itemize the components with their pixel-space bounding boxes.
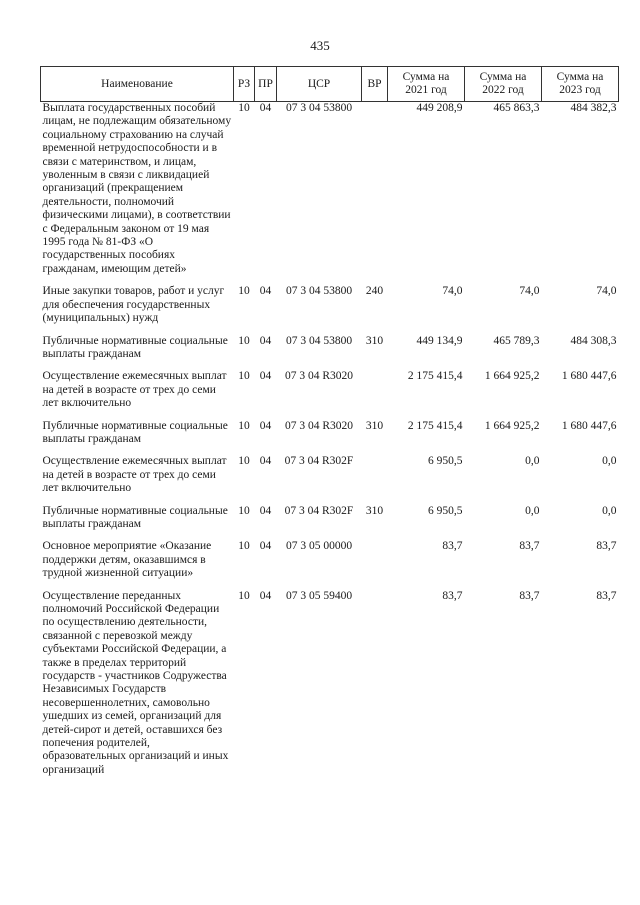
- cell-pr: 04: [259, 589, 272, 602]
- table-row: [41, 285, 619, 334]
- cell-name: Осуществление ежемесячных выплат на детей в возрасте от трех до семи лет включительно: [42, 370, 227, 410]
- cell-csr: 07 3 04 53800: [285, 102, 353, 114]
- cell-name: Публичные нормативные социальные выплаты гражданам: [42, 334, 228, 360]
- cell-vr: 310: [365, 419, 384, 432]
- page-number: 435: [310, 38, 330, 53]
- cell-vr: 310: [365, 334, 384, 347]
- table-row: [41, 455, 619, 504]
- cell-sum-2022: 1 664 925,2: [484, 419, 540, 432]
- cell-csr: 07 3 05 00000: [285, 540, 353, 553]
- cell-pr: 04: [259, 102, 272, 114]
- cell-pr: 04: [259, 285, 272, 298]
- cell-sum-2021: 449 208,9: [416, 102, 463, 114]
- cell-sum-2021: 74,0: [442, 285, 463, 298]
- cell-sum-2023: 1 680 447,6: [561, 370, 617, 383]
- header-csr: ЦСР: [277, 67, 362, 102]
- cell-sum-2023: 83,7: [596, 540, 617, 553]
- cell-name: Иные закупки товаров, работ и услуг для обеспечения государственных (муниципальных) нужд: [42, 285, 225, 325]
- cell-vr: [362, 370, 388, 419]
- cell-name: Публичные нормативные социальные выплаты гражданам: [42, 419, 228, 445]
- cell-vr: [362, 540, 388, 589]
- cell-sum-2023: 74,0: [596, 285, 617, 298]
- cell-sum-2022: 74,0: [519, 285, 540, 298]
- table-row: [41, 540, 619, 589]
- cell-csr: 07 3 04 R302F: [284, 455, 354, 468]
- header-vr: ВР: [362, 67, 388, 102]
- cell-sum-2023: 0,0: [602, 455, 617, 468]
- cell-rz: 10: [238, 419, 250, 432]
- cell-sum-2021: 6 950,5: [428, 455, 463, 468]
- cell-rz: 10: [238, 102, 250, 114]
- cell-sum-2023: 484 382,3: [570, 102, 617, 114]
- cell-rz: 10: [238, 540, 250, 553]
- cell-pr: 04: [259, 334, 272, 347]
- cell-name: Осуществление переданных полномочий Российской Федерации по осуществлению деятельности, связанной с перевозкой между субъектами Российской Федерации, а также в пределах территорий государств - участников Содружества Независимых Государств несовершеннолетних, самовольно ушедших из семей, организаций для детей-сирот и детей, оставшихся без попечения родителей, образовательных организаций и иных организаций: [42, 589, 229, 776]
- cell-sum-2021: 6 950,5: [428, 504, 463, 517]
- table-row: [41, 505, 619, 541]
- header-rz: РЗ: [234, 67, 255, 102]
- cell-csr: 07 3 04 R302F: [284, 504, 354, 517]
- cell-csr: 07 3 04 R3020: [284, 370, 354, 383]
- cell-csr: 07 3 04 53800: [285, 285, 353, 298]
- cell-sum-2021: 83,7: [442, 589, 463, 602]
- cell-sum-2023: 484 308,3: [570, 334, 617, 347]
- cell-sum-2022: 83,7: [519, 589, 540, 602]
- cell-sum-2023: 0,0: [602, 504, 617, 517]
- cell-rz: 10: [238, 370, 250, 383]
- table-row: [41, 335, 619, 371]
- cell-vr: [362, 455, 388, 504]
- table-row: [41, 420, 619, 456]
- cell-sum-2021: 2 175 415,4: [407, 419, 463, 432]
- cell-csr: 07 3 04 R3020: [284, 419, 354, 432]
- cell-pr: 04: [259, 504, 272, 517]
- cell-vr: 310: [365, 504, 384, 517]
- table-header: [41, 67, 619, 102]
- cell-sum-2021: 449 134,9: [416, 334, 463, 347]
- header-name: Наименование: [41, 67, 234, 102]
- cell-pr: 04: [259, 419, 272, 432]
- table-row: [41, 370, 619, 419]
- cell-vr: [362, 102, 388, 286]
- table-body: [41, 102, 619, 787]
- cell-csr: 07 3 05 59400: [285, 589, 353, 602]
- cell-sum-2021: 83,7: [442, 540, 463, 553]
- cell-name: Осуществление ежемесячных выплат на детей в возрасте от трех до семи лет включительно: [42, 455, 227, 495]
- cell-sum-2022: 83,7: [519, 540, 540, 553]
- cell-rz: 10: [238, 455, 250, 468]
- cell-vr: [362, 590, 388, 787]
- cell-name: Основное мероприятие «Оказание поддержки детям, оказавшимся в трудной жизненной ситуации»: [42, 540, 212, 580]
- budget-table: [40, 66, 619, 786]
- cell-rz: 10: [238, 589, 250, 602]
- table-row: [41, 102, 619, 286]
- cell-sum-2021: 2 175 415,4: [407, 370, 463, 383]
- header-pr: ПР: [255, 67, 277, 102]
- header-sum-2022: Сумма на 2022 год: [465, 67, 542, 102]
- cell-rz: 10: [238, 504, 250, 517]
- cell-sum-2022: 465 789,3: [493, 334, 540, 347]
- cell-pr: 04: [259, 455, 272, 468]
- header-sum-2021: Сумма на 2021 год: [388, 67, 465, 102]
- cell-name: Выплата государственных пособий лицам, не подлежащим обязательному социальному страхованию на случай временной нетрудоспособности и в связи с материнством, и лицам, уволенным в связи с ликвидацией организаций (прекращением деятельности, полномочий физическими лицами), в соответствии с Федеральным законом от 19 мая 1995 года № 81-ФЗ «О государственных пособиях гражданам, имеющим детей»: [42, 102, 232, 275]
- header-sum-2023: Сумма на 2023 год: [542, 67, 619, 102]
- cell-sum-2023: 83,7: [596, 589, 617, 602]
- cell-vr: 240: [365, 285, 384, 298]
- cell-pr: 04: [259, 540, 272, 553]
- cell-sum-2022: 465 863,3: [493, 102, 540, 114]
- cell-sum-2022: 1 664 925,2: [484, 370, 540, 383]
- cell-sum-2022: 0,0: [525, 504, 540, 517]
- cell-rz: 10: [238, 285, 250, 298]
- cell-sum-2022: 0,0: [525, 455, 540, 468]
- cell-pr: 04: [259, 370, 272, 383]
- cell-csr: 07 3 04 53800: [285, 334, 353, 347]
- cell-name: Публичные нормативные социальные выплаты гражданам: [42, 504, 228, 530]
- table-row: [41, 590, 619, 787]
- cell-rz: 10: [238, 334, 250, 347]
- cell-sum-2023: 1 680 447,6: [561, 419, 617, 432]
